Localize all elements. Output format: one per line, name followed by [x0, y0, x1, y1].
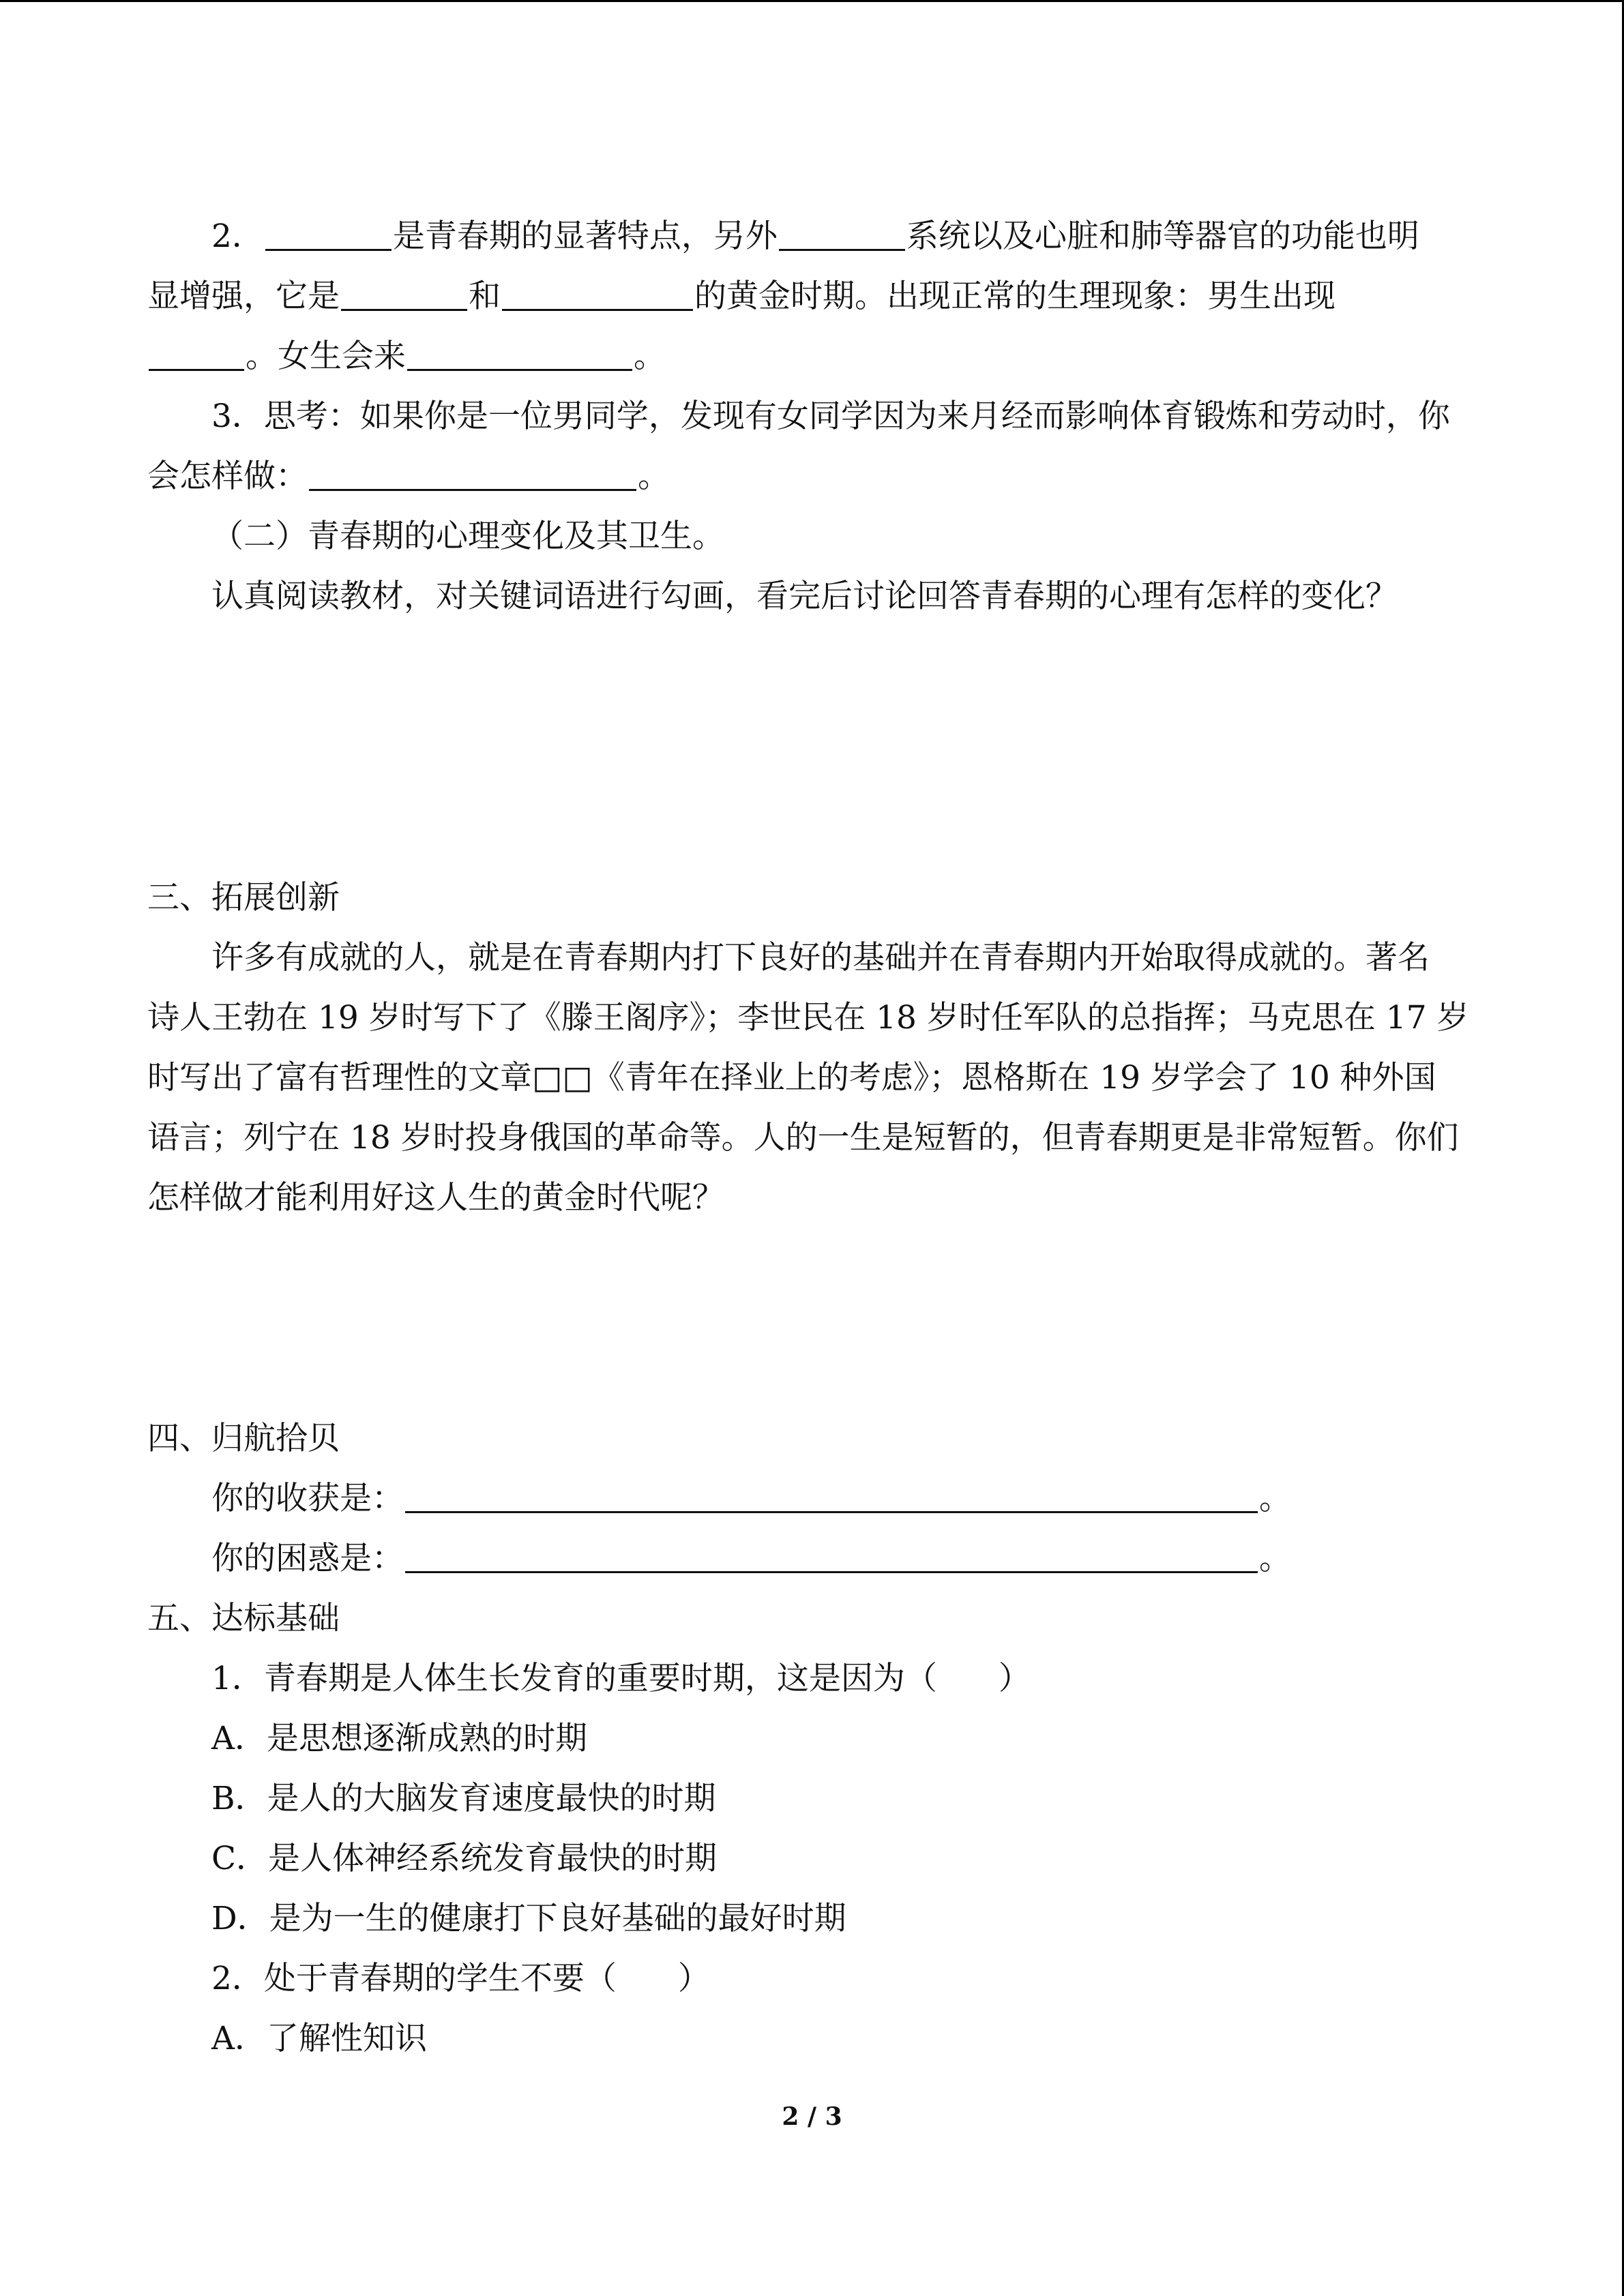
q2-text-6: 。女生会来	[246, 338, 406, 375]
gain-label: 你的收获是：	[211, 1480, 404, 1517]
q2-text-5: 的黄金时期。出现正常的生理现象：男生出现	[694, 278, 1335, 315]
mcq1-option-c: C．是人体神经系统发育最快的时期	[211, 1840, 717, 1877]
doubt-end: 。	[1259, 1540, 1291, 1577]
sub2-heading: （二）青春期的心理变化及其卫生。	[211, 518, 724, 555]
mcq2-stem-text: 2．处于青春期的学生不要（	[211, 1960, 617, 1997]
q2-blank-6[interactable]	[407, 331, 632, 371]
q2-blank-1[interactable]	[265, 211, 392, 251]
doubt-answer-blank[interactable]	[405, 1533, 1258, 1573]
q2-blank-4[interactable]	[502, 271, 693, 311]
mcq1-option-b: B．是人的大脑发育速度最快的时期	[211, 1780, 716, 1817]
mcq1-close: ）	[998, 1660, 1031, 1697]
mcq1-stem-text: 1．青春期是人体生长发育的重要时期，这是因为（	[211, 1660, 937, 1697]
page-number: 2 / 3	[782, 2102, 842, 2131]
doubt-label: 你的困惑是：	[211, 1540, 404, 1577]
q3-line-1: 3．思考：如果你是一位男同学，发现有女同学因为来月经而影响体育锻炼和劳动时，你	[211, 398, 1450, 435]
q2-number: 2．	[211, 218, 264, 255]
sub2-instruction: 认真阅读教材，对关键词语进行勾画，看完后讨论回答青春期的心理有怎样的变化？	[211, 578, 1398, 615]
section3-line-1: 许多有成就的人，就是在青春期内打下良好的基础并在青春期内开始取得成就的。著名	[211, 939, 1430, 976]
q2-text-1: 是青春期的显著特点，另外	[392, 218, 778, 255]
mcq1-stem	[211, 1649, 1031, 1709]
section3-line-2: 诗人王勃在 19 岁时写下了《滕王阁序》；李世民在 18 岁时任军队的总指挥；马克思在 17 岁	[147, 999, 1469, 1037]
q3-end: 。	[638, 458, 670, 495]
q3-label: 会怎样做：	[147, 458, 308, 495]
mcq2-option-a: A．了解性知识	[211, 2020, 427, 2057]
q3-line-2	[147, 447, 670, 507]
mcq2-close: ）	[677, 1960, 710, 1997]
q2-blank-3[interactable]	[341, 271, 467, 311]
section3-heading: 三、拓展创新	[147, 879, 340, 916]
section3-line-5: 怎样做才能利用好这人生的黄金时代呢？	[147, 1179, 724, 1217]
gain-answer-blank[interactable]	[405, 1473, 1258, 1513]
section3-line-3: 时写出了富有哲理性的文章□□《青年在择业上的考虑》；恩格斯在 19 岁学会了 10 种外国	[147, 1059, 1436, 1097]
mcq1-option-d: D．是为一生的健康打下良好基础的最好时期	[211, 1900, 846, 1937]
section5-heading: 五、达标基础	[147, 1600, 340, 1637]
q2-blank-5[interactable]	[149, 331, 244, 371]
section4-heading: 四、归航拾贝	[147, 1420, 340, 1457]
q2-text-3: 显增强，它是	[147, 278, 340, 315]
section3-line-4: 语言；列宁在 18 岁时投身俄国的革命等。人的一生是短暂的，但青春期更是非常短暂。你们	[147, 1119, 1459, 1157]
q3-answer-blank[interactable]	[309, 451, 636, 491]
q2-text-4: 和	[469, 278, 501, 315]
q2-text-7: 。	[634, 338, 666, 375]
q2-text-2: 系统以及心脏和肺等器官的功能也明	[906, 218, 1419, 255]
q2-blank-2[interactable]	[779, 211, 905, 251]
q2-line-2	[147, 267, 1335, 327]
q2-line-3	[147, 327, 666, 387]
mcq2-stem	[211, 1949, 710, 2009]
gain-line	[211, 1469, 1291, 1529]
mcq1-option-a: A．是思想逐渐成熟的时期	[211, 1720, 587, 1757]
q2-line-1	[211, 207, 1419, 267]
gain-end: 。	[1259, 1480, 1291, 1517]
doubt-line	[211, 1529, 1291, 1589]
